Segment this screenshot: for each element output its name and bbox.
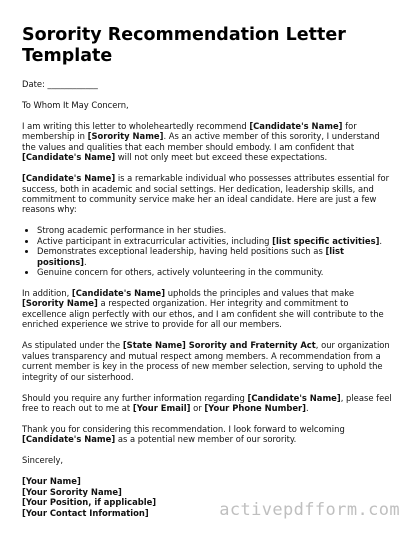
phone-placeholder: [Your Phone Number] (204, 402, 306, 413)
text-run: As stipulated under the (22, 340, 123, 351)
candidate-name-placeholder: [Candidate's Name] (71, 288, 166, 299)
sorority-name-placeholder: [Sorority Name] (22, 298, 98, 309)
candidate-name-placeholder: [Candidate's Name] (22, 434, 116, 445)
paragraph-values (22, 288, 394, 330)
salutation: To Whom It May Concern, (22, 100, 129, 110)
activities-placeholder: [list specific activities] (272, 235, 380, 246)
date-blank: ____________ (47, 79, 98, 89)
title-line-2: Template (22, 46, 113, 66)
watermark: activepdfform.com (219, 500, 400, 520)
paragraph-act (22, 340, 394, 382)
your-name-placeholder: [Your Name] (22, 476, 81, 487)
email-placeholder: [Your Email] (132, 402, 191, 413)
text-run: for membership in (22, 121, 357, 142)
text-run: will not only meet but exceed these expectations. (115, 152, 328, 163)
paragraph-intro (22, 121, 394, 163)
text-run: . (84, 256, 87, 267)
text-run: or (190, 402, 205, 413)
candidate-name-placeholder: [Candidate's Name] (22, 173, 116, 184)
text-run: a respected organization. Her integrity and commitment to excellence align perfectly with our ethos, and I am confident she will contribute to the enriched experience we strive to provide for all our members. (22, 298, 384, 330)
page-title (22, 25, 392, 67)
text-run: In addition, (22, 288, 72, 299)
candidate-name-placeholder: [Candidate's Name] (22, 152, 116, 163)
list-item: • Strong academic performance in her studies. (37, 225, 394, 235)
text-run: Active participant in extracurricular activities, including (37, 235, 273, 246)
text-run: . (305, 402, 309, 413)
text-run: upholds the principles and values that make (165, 288, 354, 299)
closing: Sincerely, (22, 455, 64, 466)
sorority-name-placeholder: [Sorority Name] (87, 131, 164, 142)
text-run: Demonstrates exceptional leadership, having held positions such as (37, 246, 326, 257)
text-run: , our organization values transparency and mutual respect among members. A recommendation from a current member is key in the process of new member selection, serving to uphold the integrity of our sisterhood. (22, 340, 390, 382)
list-item (37, 236, 394, 246)
text-run: . (379, 235, 383, 246)
state-act-placeholder: [State Name] Sorority and Fraternity Act (122, 340, 316, 351)
text-run: Thank you for considering this recommendation. I look forward to welcoming (22, 423, 345, 434)
list-item: • Genuine concern for others, actively volunteering in the community. (37, 267, 394, 277)
text-run: Should you require any further information regarding (22, 392, 248, 403)
paragraph-contact (22, 393, 394, 414)
paragraph-thanks (22, 424, 394, 445)
letter-body (22, 79, 394, 518)
text-run: is a remarkable individual who possesses attributes essential for success, both in academic and social settings. Her dedication, leadership skills, and commitment to community service make her an ideal candidate. Here are just a few reasons why: (22, 173, 390, 215)
candidate-name-placeholder: [Candidate's Name] (249, 121, 343, 131)
title-line-1: Sorority Recommendation Letter (22, 25, 346, 45)
text-run: I am writing this letter to wholeheartedly recommend (22, 121, 250, 131)
your-position-placeholder: [Your Position, if applicable] (22, 497, 157, 508)
your-contact-placeholder: [Your Contact Information] (22, 507, 149, 518)
reasons-list (22, 225, 394, 277)
paragraph-qualities (22, 173, 394, 215)
your-sorority-placeholder: [Your Sorority Name] (22, 486, 122, 497)
text-run: . As an active member of this sorority, I understand the values and qualities that each member should embody. I am confident that (22, 131, 380, 152)
date-label: Date: (22, 79, 45, 89)
text-run: as a potential new member of our sorority. (115, 434, 297, 445)
text-run: , please feel free to reach out to me at (22, 392, 392, 413)
list-item (37, 246, 394, 267)
candidate-name-placeholder: [Candidate's Name] (247, 392, 341, 403)
date-line (22, 79, 394, 89)
positions-placeholder: [list positions] (37, 246, 345, 267)
